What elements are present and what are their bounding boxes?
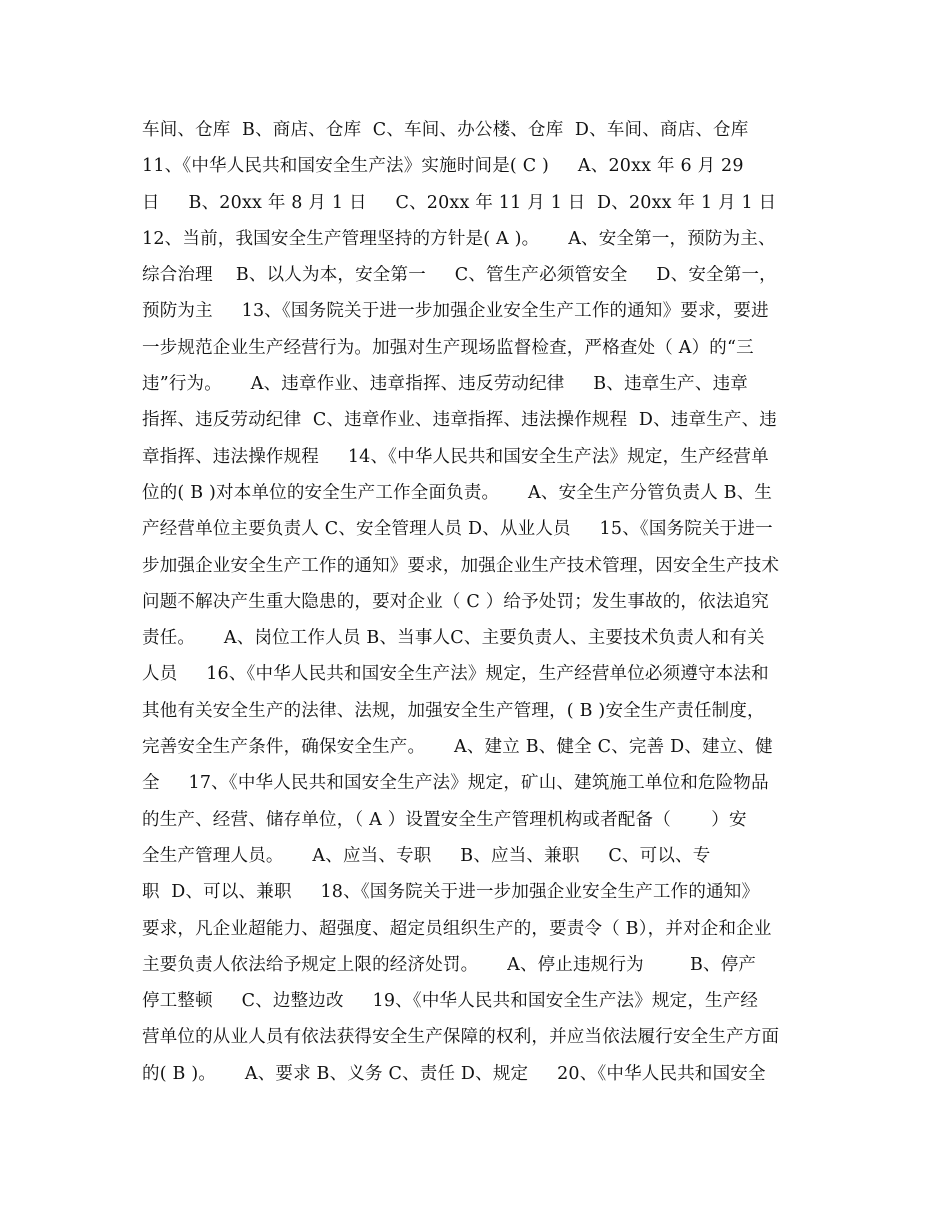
body-text: [142, 112, 822, 1092]
text-line: 人员 16、《中华人民共和国安全生产法》规定，生产经营单位必须遵守本法和: [142, 664, 769, 685]
text-line: 步加强企业安全生产工作的通知》要求，加强企业生产技术管理，因安全生产技术: [142, 555, 780, 576]
text-line: 要求，凡企业超能力、超强度、超定员组织生产的，要责令（ B），并对企和企业: [142, 918, 772, 939]
text-line: 预防为主 13、《国务院关于进一步加强企业安全生产工作的通知》要求，要进: [142, 301, 769, 322]
text-line: 的生产、经营、储存单位，（ A ）设置安全生产管理机构或者配备（ ）安: [142, 809, 747, 830]
text-line: 章指挥、违法操作规程 14、《中华人民共和国安全生产法》规定，生产经营单: [142, 446, 769, 467]
text-line: 全 17、《中华人民共和国安全生产法》规定，矿山、建筑施工单位和危险物品: [142, 773, 769, 794]
text-line: 违”行为。 A、违章作业、违章指挥、违反劳动纪律 B、违章生产、违章: [142, 374, 748, 395]
text-line: 日 B、20xx 年 8 月 1 日 C、20xx 年 11 月 1 日 D、20xx 年 1 月 1 日: [142, 192, 777, 213]
text-line: 营单位的从业人员有依法获得安全生产保障的权利，并应当依法履行安全生产方面: [142, 1027, 780, 1048]
text-line: 12、当前，我国安全生产管理坚持的方针是( A )。 A、安全第一，预防为主、: [142, 228, 776, 249]
text-line: 的( B )。 A、要求 B、义务 C、责任 D、规定 20、《中华人民共和国安全: [142, 1063, 766, 1084]
text-line: 综合治理 B、以人为本，安全第一 C、管生产必须管安全 D、安全第一，: [142, 265, 777, 286]
text-line: 位的( B )对本单位的安全生产工作全面负责。 A、安全生产分管负责人 B、生: [142, 482, 773, 503]
text-line: 全生产管理人员。 A、应当、专职 B、应当、兼职 C、可以、专: [142, 845, 711, 866]
text-line: 其他有关安全生产的法律、法规，加强安全生产管理，( B )安全生产责任制度，: [142, 700, 765, 721]
text-line: 产经营单位主要负责人 C、安全管理人员 D、从业人员 15、《国务院关于进一: [142, 519, 773, 540]
text-line: 一步规范企业生产经营行为。加强对生产现场监督检查，严格查处（ A）的“三: [142, 337, 754, 358]
text-line: 责任。 A、岗位工作人员 B、当事人C、主要负责人、主要技术负责人和有关: [142, 628, 765, 649]
text-line: 11、《中华人民共和国安全生产法》实施时间是( C ) A、20xx 年 6 月 29: [142, 156, 744, 177]
text-line: 职 D、可以、兼职 18、《国务院关于进一步加强企业安全生产工作的通知》: [142, 882, 760, 903]
text-line: 完善安全生产条件，确保安全生产。 A、建立 B、健全 C、完善 D、建立、健: [142, 737, 773, 758]
text-line: 问题不解决产生重大隐患的，要对企业（ C ）给予处罚；发生事故的，依法追究: [142, 591, 769, 612]
text-line: 主要负责人依法给予规定上限的经济处罚。 A、停止违规行为 B、停产: [142, 954, 757, 975]
text-line: 车间、仓库 B、商店、仓库 C、车间、办公楼、仓库 D、车间、商店、仓库: [142, 120, 749, 140]
text-line: 停工整顿 C、边整边改 19、《中华人民共和国安全生产法》规定，生产经: [142, 991, 759, 1012]
text-line: 指挥、违反劳动纪律 C、违章作业、违章指挥、违法操作规程 D、违章生产、违: [142, 410, 777, 431]
